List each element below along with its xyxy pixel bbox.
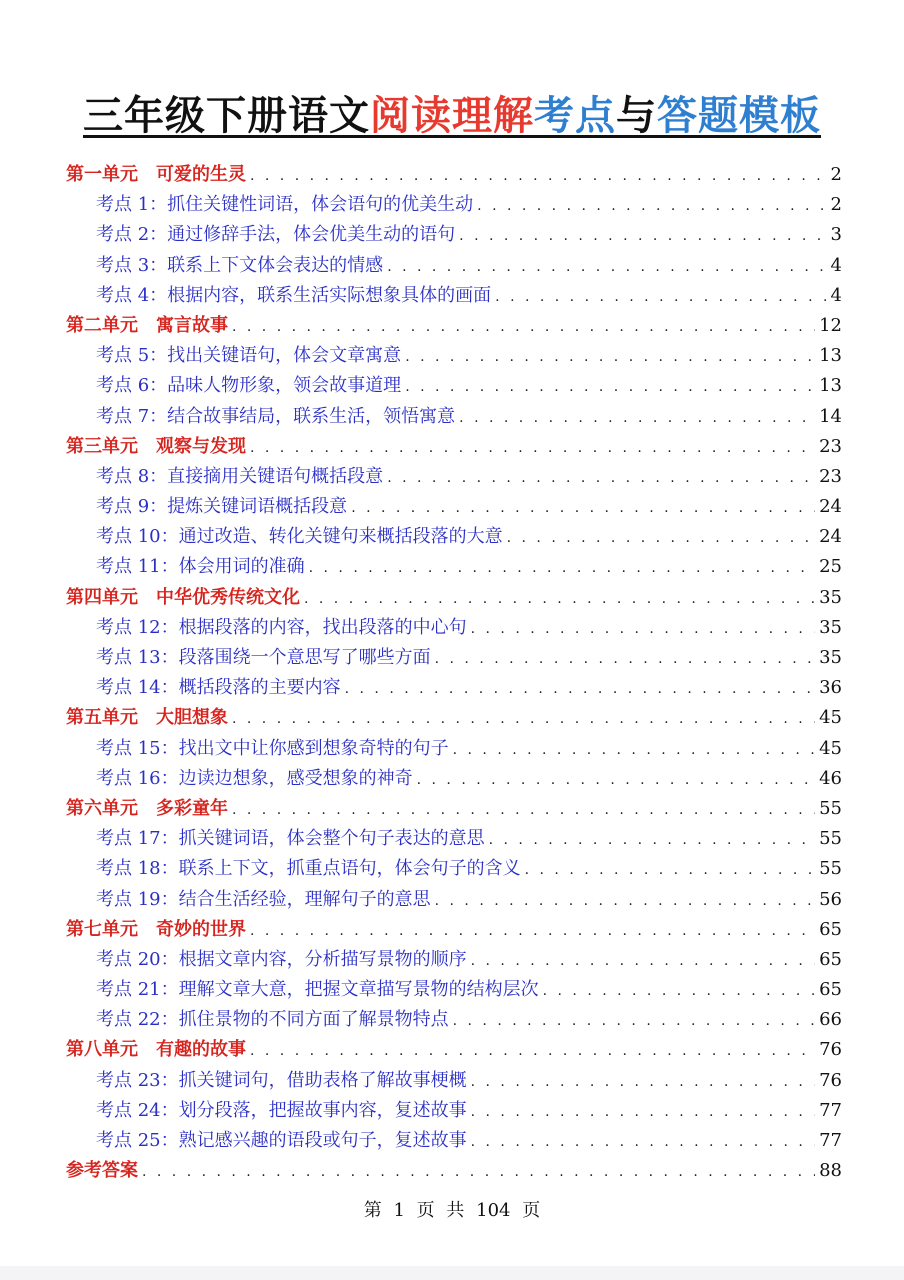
toc-page-number: 13 bbox=[819, 345, 842, 367]
toc-leader-dots bbox=[309, 553, 815, 583]
toc-entry-label: 考点 19：结合生活经验，理解句子的意思 bbox=[96, 888, 431, 910]
toc-page-number: 2 bbox=[830, 194, 842, 216]
toc-leader-dots bbox=[232, 795, 815, 825]
toc-leader-dots bbox=[304, 584, 815, 614]
toc-entry-label: 第五单元 大胆想象 bbox=[66, 707, 228, 729]
toc-point-row[interactable] bbox=[66, 522, 842, 552]
toc-page-number: 25 bbox=[819, 556, 842, 578]
title-part-reading: 阅读理解 bbox=[370, 92, 534, 139]
toc-entry-label: 考点 4：根据内容，联系生活实际想象具体的画面 bbox=[96, 284, 492, 306]
toc-entry-label: 第四单元 中华优秀传统文化 bbox=[66, 586, 300, 608]
toc-entry-label: 第二单元 寓言故事 bbox=[66, 314, 228, 336]
toc-page-number: 2 bbox=[830, 164, 842, 185]
toc-point-row[interactable] bbox=[66, 764, 842, 794]
toc-entry-label: 考点 16：边读边想象，感受想象的神奇 bbox=[96, 767, 413, 789]
toc-point-row[interactable] bbox=[66, 1066, 842, 1096]
toc-point-row[interactable] bbox=[66, 885, 842, 915]
toc-page-number: 77 bbox=[819, 1099, 842, 1121]
toc-page-number: 45 bbox=[819, 707, 842, 729]
toc-page-number: 14 bbox=[819, 405, 842, 427]
toc-leader-dots bbox=[142, 1157, 815, 1187]
toc-page-number: 76 bbox=[819, 1069, 842, 1091]
toc-leader-dots bbox=[250, 433, 815, 463]
toc-entry-label: 第七单元 奇妙的世界 bbox=[66, 918, 246, 940]
toc-leader-dots bbox=[232, 704, 815, 734]
toc-entry-label: 第六单元 多彩童年 bbox=[66, 797, 228, 819]
toc-entry-label: 考点 7：结合故事结局，联系生活，领悟寓意 bbox=[96, 405, 456, 427]
toc-page-number: 55 bbox=[819, 797, 842, 819]
toc-entry-label: 第三单元 观察与发现 bbox=[66, 435, 246, 457]
toc-point-row[interactable] bbox=[66, 975, 842, 1005]
toc-entry-label: 考点 12：根据段落的内容，找出段落的中心句 bbox=[96, 616, 467, 638]
page-footer: 第 1 页 共 104 页 bbox=[363, 1200, 541, 1221]
toc-page-number: 13 bbox=[819, 375, 842, 397]
toc-point-row[interactable] bbox=[66, 402, 842, 432]
toc-point-row[interactable] bbox=[66, 341, 842, 371]
toc-entry-label: 考点 9：提炼关键词语概括段意 bbox=[96, 496, 348, 518]
toc-entry-label: 考点 3：联系上下文体会表达的情感 bbox=[96, 254, 384, 276]
toc-leader-dots bbox=[351, 493, 815, 523]
toc-point-row[interactable] bbox=[66, 462, 842, 492]
toc-leader-dots bbox=[495, 282, 826, 312]
toc-leader-dots bbox=[417, 765, 815, 795]
toc-leader-dots bbox=[471, 1097, 815, 1127]
title-part-grade: 三年级下册语文 bbox=[83, 92, 370, 139]
toc-leader-dots bbox=[250, 1036, 815, 1066]
toc-entry-label: 考点 2：通过修辞手法，体会优美生动的语句 bbox=[96, 224, 456, 246]
toc-unit-row[interactable] bbox=[66, 915, 842, 945]
toc-leader-dots bbox=[471, 1127, 815, 1157]
toc-leader-dots bbox=[405, 372, 815, 402]
toc-leader-dots bbox=[543, 976, 815, 1006]
toc-entry-label: 考点 6：品味人物形象，领会故事道理 bbox=[96, 375, 402, 397]
toc-point-row[interactable] bbox=[66, 945, 842, 975]
toc-leader-dots bbox=[232, 312, 815, 342]
toc-entry-label: 考点 13：段落围绕一个意思写了哪些方面 bbox=[96, 647, 431, 668]
toc-point-row[interactable] bbox=[66, 251, 842, 281]
toc-point-row[interactable] bbox=[66, 643, 842, 673]
page-title bbox=[0, 88, 904, 144]
toc-page-number: 55 bbox=[819, 828, 842, 850]
toc-leader-dots bbox=[250, 161, 826, 191]
toc-entry-label: 考点 17：抓关键词语，体会整个句子表达的意思 bbox=[96, 828, 485, 850]
bottom-edge bbox=[0, 1266, 904, 1280]
toc-entry-label: 考点 15：找出文中让你感到想象奇特的句子 bbox=[96, 737, 449, 759]
toc-point-row[interactable] bbox=[66, 371, 842, 401]
toc-leader-dots bbox=[471, 946, 815, 976]
toc-page-number: 56 bbox=[819, 888, 842, 910]
toc-page-number: 76 bbox=[819, 1039, 842, 1061]
toc-leader-dots bbox=[507, 523, 815, 553]
toc-point-row[interactable] bbox=[66, 552, 842, 582]
title-part-templates: 答题模板 bbox=[657, 92, 821, 139]
toc-entry-label: 考点 18：联系上下文，抓重点语句，体会句子的含义 bbox=[96, 858, 521, 880]
toc-page-number: 66 bbox=[819, 1009, 842, 1031]
toc-leader-dots bbox=[345, 674, 815, 704]
toc-page-number: 24 bbox=[819, 496, 842, 518]
toc-point-row[interactable] bbox=[66, 1096, 842, 1126]
toc-entry-label: 考点 10：通过改造、转化关键句来概括段落的大意 bbox=[96, 526, 503, 548]
toc-entry-label: 考点 11：体会用词的准确 bbox=[96, 556, 305, 578]
toc-leader-dots bbox=[471, 614, 815, 644]
toc-entry-label: 考点 1：抓住关键性词语，体会语句的优美生动 bbox=[96, 194, 474, 216]
toc-page-number: 23 bbox=[819, 465, 842, 487]
toc-entry-label: 考点 20：根据文章内容，分析描写景物的顺序 bbox=[96, 948, 467, 970]
toc-leader-dots bbox=[250, 916, 815, 946]
toc-leader-dots bbox=[477, 191, 826, 221]
toc-point-row[interactable] bbox=[66, 1005, 842, 1035]
toc-leader-dots bbox=[459, 221, 826, 251]
toc-page-number: 88 bbox=[819, 1160, 842, 1182]
toc-leader-dots bbox=[435, 644, 815, 674]
toc-page-number: 36 bbox=[819, 677, 842, 699]
toc-page-number: 35 bbox=[819, 647, 842, 668]
toc-leader-dots bbox=[471, 1067, 815, 1097]
toc-page-number: 45 bbox=[819, 737, 842, 759]
toc-point-row[interactable] bbox=[66, 492, 842, 522]
toc-entry-label: 考点 8：直接摘用关键语句概括段意 bbox=[96, 465, 384, 487]
toc-unit-row[interactable] bbox=[66, 794, 842, 824]
toc-unit-row[interactable] bbox=[66, 311, 842, 341]
toc-leader-dots bbox=[435, 886, 815, 916]
toc-point-row[interactable] bbox=[66, 220, 842, 250]
toc-point-row[interactable] bbox=[66, 854, 842, 884]
toc-entry-label: 考点 5：找出关键语句，体会文章寓意 bbox=[96, 345, 402, 367]
toc-page-number: 46 bbox=[819, 767, 842, 789]
toc-point-row[interactable] bbox=[66, 824, 842, 854]
toc-unit-row[interactable] bbox=[66, 703, 842, 733]
toc-unit-row[interactable] bbox=[66, 1156, 842, 1186]
toc-entry-label: 考点 21：理解文章大意，把握文章描写景物的结构层次 bbox=[96, 979, 539, 1001]
toc-page-number: 65 bbox=[819, 918, 842, 940]
toc-leader-dots bbox=[453, 1006, 815, 1036]
toc-entry-label: 考点 14：概括段落的主要内容 bbox=[96, 677, 341, 699]
toc-page-number: 12 bbox=[819, 314, 842, 336]
toc-entry-label: 考点 22：抓住景物的不同方面了解景物特点 bbox=[96, 1009, 449, 1031]
toc-unit-row[interactable] bbox=[66, 432, 842, 462]
toc-unit-row[interactable] bbox=[66, 1035, 842, 1065]
toc-entry-label: 第八单元 有趣的故事 bbox=[66, 1039, 246, 1061]
toc-page-number: 4 bbox=[830, 254, 842, 276]
toc-page-number: 24 bbox=[819, 526, 842, 548]
toc-unit-row[interactable] bbox=[66, 583, 842, 613]
toc-entry-label: 第一单元 可爱的生灵 bbox=[66, 164, 246, 185]
toc-entry-label: 参考答案 bbox=[66, 1160, 138, 1182]
title-part-and: 与 bbox=[616, 92, 657, 139]
table-of-contents bbox=[66, 160, 842, 1186]
toc-entry-label: 考点 23：抓关键词句，借助表格了解故事梗概 bbox=[96, 1069, 467, 1091]
toc-page-number: 23 bbox=[819, 435, 842, 457]
toc-point-row[interactable] bbox=[66, 1126, 842, 1156]
toc-point-row[interactable] bbox=[66, 673, 842, 703]
toc-point-row[interactable] bbox=[66, 190, 842, 220]
toc-leader-dots bbox=[387, 252, 826, 282]
toc-page-number: 3 bbox=[830, 224, 842, 246]
toc-page-number: 65 bbox=[819, 979, 842, 1001]
toc-leader-dots bbox=[489, 825, 815, 855]
title-part-points: 考点 bbox=[534, 92, 616, 139]
toc-entry-label: 考点 25：熟记感兴趣的语段或句子，复述故事 bbox=[96, 1130, 467, 1151]
toc-leader-dots bbox=[387, 463, 815, 493]
toc-page-number: 55 bbox=[819, 858, 842, 880]
toc-page-number: 65 bbox=[819, 948, 842, 970]
toc-leader-dots bbox=[459, 403, 815, 433]
toc-point-row[interactable] bbox=[66, 734, 842, 764]
toc-point-row[interactable] bbox=[66, 613, 842, 643]
toc-unit-row[interactable] bbox=[66, 160, 842, 190]
toc-entry-label: 考点 24：划分段落，把握故事内容，复述故事 bbox=[96, 1099, 467, 1121]
toc-leader-dots bbox=[405, 342, 815, 372]
toc-page-number: 77 bbox=[819, 1130, 842, 1151]
toc-page-number: 4 bbox=[830, 284, 842, 306]
toc-page-number: 35 bbox=[819, 616, 842, 638]
toc-leader-dots bbox=[525, 855, 815, 885]
toc-page-number: 35 bbox=[819, 586, 842, 608]
toc-point-row[interactable] bbox=[66, 281, 842, 311]
toc-leader-dots bbox=[453, 735, 815, 765]
